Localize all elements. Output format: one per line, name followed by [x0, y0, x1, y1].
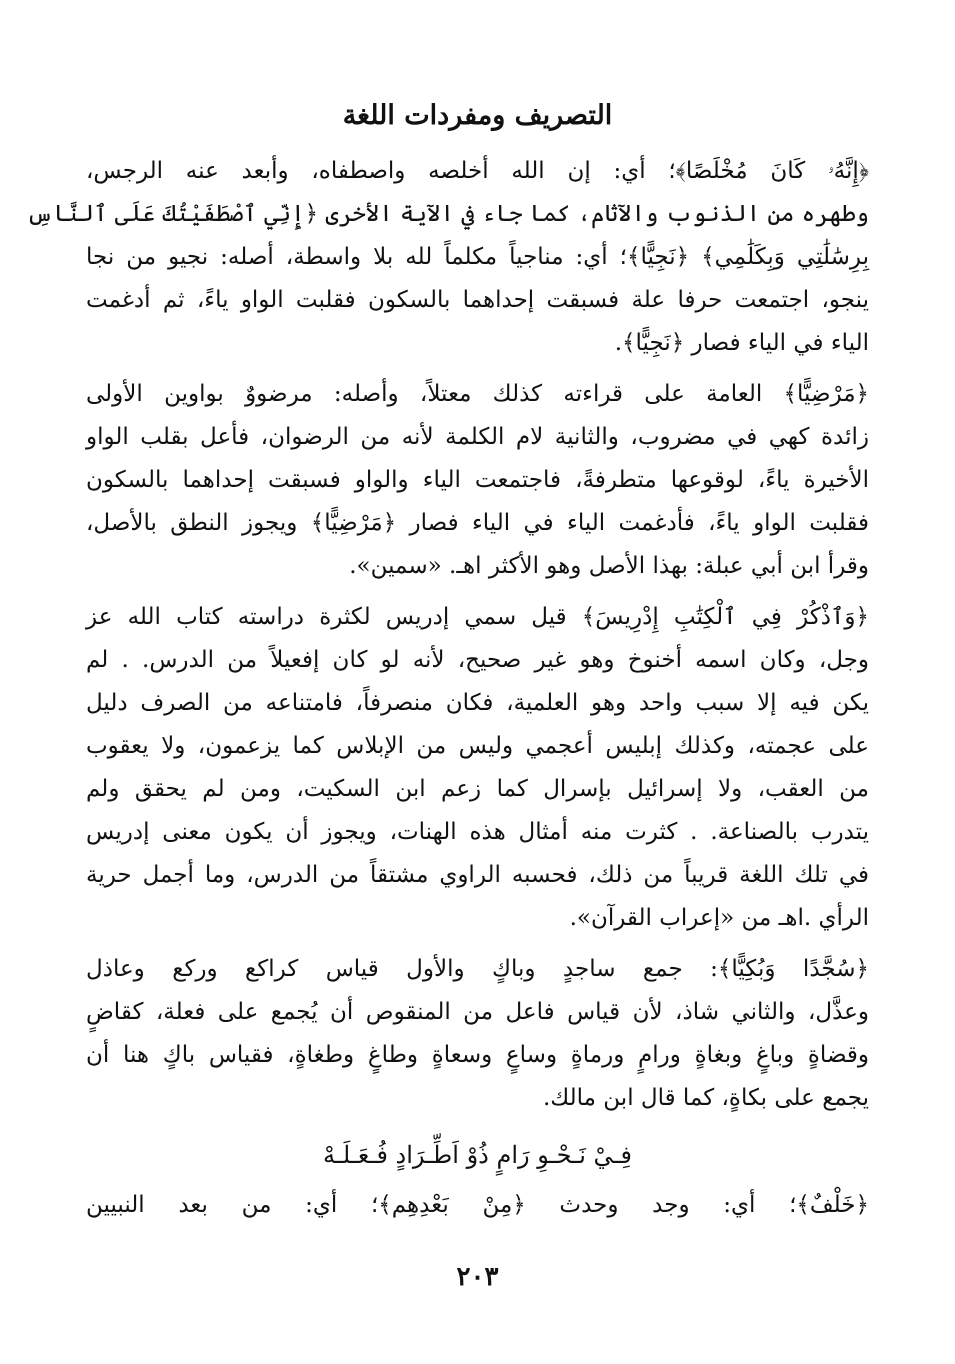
paragraph-idris — [86, 596, 869, 940]
text-line: يجمع على بكاةٍ، كما قال ابن مالك. — [542, 1085, 869, 1111]
text-line: ينجو، اجتمعت حرفا علة فسبقت إحداهما بالسكون فقلبت الواو ياءً، ثم أدغمت — [86, 287, 869, 313]
text-line: وقرأ ابن أبي عبلة: بهذا الأصل وهو الأكثر اهـ. «سمين». — [349, 553, 869, 579]
text-line: فقلبت الواو ياءً، فأدغمت الياء في الياء فصار ﴿مَرْضِيًّا﴾ ويجوز النطق بالأصل، — [86, 510, 869, 536]
text-line: وجل، وكان اسمه أخنوخ وهو غير صحيح، لأنه لو كان إفعيلاً من الدرس. . لم — [86, 647, 869, 673]
paragraph-mardiyya — [86, 373, 869, 588]
text-line: في تلك اللغة قريباً من ذلك، فحسبه الراوي مشتقاً من الدرس، وما أجمل حرية — [86, 862, 869, 888]
poetry-verse: فِـيْ نَـحْـوِ رَامٍ ذُوْ اَطِّـرَادٍ فُـعَـلَـهْ — [322, 1141, 633, 1169]
paragraph-khalf — [86, 1184, 869, 1227]
text-line: وعذَّل، والثاني شاذ، لأن قياس فاعل من المنقوص أن يُجمع على فعلة، كقاضٍ — [86, 999, 869, 1025]
text-line: الأخيرة ياءً، لوقوعها متطرفةً، فاجتمعت الياء والواو فسبقت إحداهما بالسكون — [86, 467, 869, 493]
text-line: ﴿مَرْضِيًّا﴾ العامة على قراءته كذلك معتلاً، وأصله: مرضووٌ بواوين الأولى — [86, 381, 869, 407]
page-number: ٢٠٣ — [456, 1262, 499, 1292]
text-line: على عجمته، وكذلك إبليس أعجمي وليس من الإبلاس كما يزعمون، ولا يعقوب — [86, 733, 869, 759]
text-line: ﴿خَلْفٌ﴾؛ أي: وجد وحدث ﴿مِنْ بَعْدِهِم﴾؛ أي: من بعد النبيين — [86, 1192, 869, 1218]
text-line: وطهره من الذنوب والآثام، كما جاء في الآية الأخرى ﴿إِنِّي ٱصْطَفَيْتُكَ عَلَى ٱلنَّاسِ — [26, 201, 869, 227]
page-title: التصريف ومفردات اللغة — [342, 100, 613, 131]
paragraph-mukhlas — [26, 150, 869, 365]
text-line: يتدرب بالصناعة. . كثرت منه أمثال هذه الهنات، ويجوز أن يكون معنى إدريس — [86, 819, 869, 845]
text-line: يكن فيه إلا سبب واحد وهو العلمية، فكان منصرفاً، فامتناعه من الصرف دليل — [86, 690, 869, 716]
text-line: وقضاةٍ وباغٍ وبغاةٍ ورامٍ ورماةٍ وساعٍ وسعاةٍ وطاغٍ وطغاةٍ، فقياس باكٍ هنا أن — [86, 1042, 869, 1068]
text-line: زائدة كهي في مضروب، والثانية لام الكلمة لأنه من الرضوان، فأعل بقلب الواو — [86, 424, 869, 450]
text-line: ﴿وَٱذْكُرْ فِي ٱلْكِتَٰبِ إِدْرِيسَ﴾ قيل سمي إدريس لكثرة دراسته كتاب الله عز — [86, 604, 869, 630]
text-line: بِرِسَٰلَٰتِي وَبِكَلَٰمِي﴾ ﴿نَجِيًّا﴾؛ أي: مناجياً مكلماً لله بلا واسطة، أصله: نجيو من نجا — [86, 244, 869, 270]
text-line: من العقب، ولا إسرائيل بإسرال كما زعم ابن السكيت، ومن لم يحقق ولم — [86, 776, 869, 802]
paragraph-sujjadan — [86, 948, 869, 1120]
text-line: الرأي .اهـ من «إعراب القرآن». — [569, 905, 869, 931]
text-line: ﴿سُجَّدًا وَبُكِيًّا﴾: جمع ساجدٍ وباكٍ والأول قياس كراكع وركع وعاذل — [86, 956, 869, 982]
text-line: ﴿إِنَّهُۥ كَانَ مُخْلَصًا﴾؛ أي: إن الله أخلصه واصطفاه، وأبعد عنه الرجس، — [86, 158, 869, 184]
text-line: الياء في الياء فصار ﴿نَجِيًّا﴾. — [614, 330, 869, 356]
